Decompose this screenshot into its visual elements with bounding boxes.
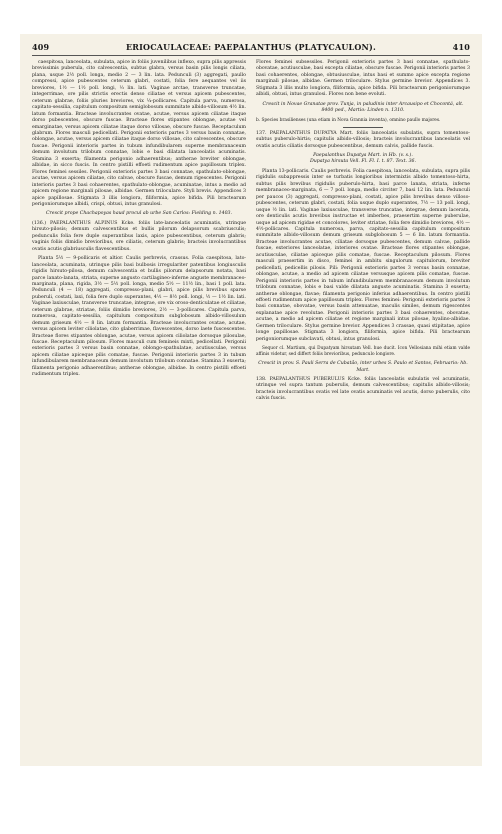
species-heading: (136.) PAEPALANTHUS ALPINUS Kcke. foliis late-lanceolatis acuminatis, utrinque hirsuto-pilosis; demum calvescentibus et bullis pilorum delapsorum scabriusculis; pedunculis folia fere duple superantibus laxis, apice pubescentibus, ceterum glabris; vaginis foliis dimidio brevioribus, ore ciliatis, ceterum glabris; bracteis involucrantibus ovatis acutis glabriusculis flavescentibus.: [32, 220, 246, 252]
section-note: b. Species brasilienses (una etiam in Nova Grannia inventa), omnino paullo majores.: [256, 117, 441, 123]
left-column: [32, 60, 246, 403]
text-columns: [32, 60, 470, 403]
left-page-number: 409: [32, 42, 50, 52]
right-column: [256, 60, 470, 403]
remark: Sequor cl. Martium, qui Dupatyam hirsutam Vell. hue ducit. Icon Vellosiana mihi etiam valde affinis videtur, sed differt foliis brevioribus, pedunculo longiore.: [256, 346, 470, 358]
paragraph: Flores feminei subsessiles. Perigonii exterioris partes 3 basi connatae, spathulato-obovatae, acutiusculae, basi excepta ciliatae, obscure fuscae. Perigonii interioris partes 3 basi cohaerentes, oblongae, obtusiusculae, intus basi et summo apice excepta regione marginali pilosae, albidae. Germen triloculare. Stylus germine brevior. Appendices 3. Stigmata 3 illis multo longiora, filiformia, apice bifida. Pili bractearum perigoniorumque albidi, obtusi, intus granulosi. Flores non bene evoluti.: [256, 60, 470, 98]
running-title: ERIOCAULACEAE: PAEPALANTHUS (PLATYCAULON).: [125, 42, 377, 52]
document-page: [20, 34, 482, 766]
right-page-number: 410: [452, 42, 470, 52]
paragraph: caespitosa, lanceolata, subulata, apice in foliis juvenilibus inflexo, supra pilis appressis brevissimis puberula, cito calvescentia, subtus glabra, versus basin pilis longis ciliata, plana, usque 2½ poll. longa, medio 2 — 3 lin. lata. Pedunculi (3) aggregati, paullo compressi, apice pubescentes ceterum glabri, costati, folia fere aequantes vel iis breviores, 1½ — 1½ poll. longi, ⅓ lin. lati. Vaginae arctae, transverse truncatae, integerrimae, ore pilis strictis erectis denso ciliatae et versus apicem pubescentes, ceterum glabrae, foliis pluries breviores, vix ¼-pollicares. Capitula parva, numerosa, capitato-sessilia, capitulum compositum semiglobosum summitate albido-villosum 4½ lin. latum formantia. Bracteae involucrantes ovatae, acutae, versus apicem ciliatae itaque dorso pubescentes, obscure fuscae. Bracteae flores stipantes oblongae, acutae vel emarginatae, versus apicem ciliatae itaque dorso villosae, obscure fuscae. Receptaculum glabrum. Flores masculi pedicellati. Perigonii exterioris partes 3 versus basin connatae, oblongae, acutae, versus apicem ciliatae itaque dorso villosae, cito calvescentes, obscure fuscae. Perigonii interioris partes in tubum infundibularem superne membranaceum demum involutum trilobum connatae, lobis e basi dilatata lanceolatis acuminatis. Stamina 3 exserta; filamenta perigonio adhaerentibus; antherae breviter oblongae, albidae, in sicco fuscis. In centro pistilli effoeti rudimentum apice papillosum triplex. Flores feminei sessiles. Perigonii exterioris partes 3 basi connatae, spathulato-oblongae, acutae, versus apicem ciliatae, cito calvae, obscure fuscae, demum rigescentes. Perigonii interioris partes 3 basi cohaerentes, spathulato-oblongae, acuminatae, intus a medio ad apicem regione marginali pilosae, albidae. Germen triloculare. Styli brevis. Appendices 3 apice papillosae. Stigmata 3 illis longiora, filiformia, apice bifida. Pili bractearum perigoniorumque albidi, crispi, obtusi, intus granulosi.: [32, 60, 246, 207]
paragraph: Planta 13-pollicaris. Caulis perbrevis. Folia caespitosa, lanceolata, subulata, supra pilis rigidulis subappressis inter se turbatis longioribus intermixtis albido tomentoso-hirta, subtus pilis brevibus rigidulis puberulo-hirta, basi parce lanata, striata, inferne membranaceo-marginata, 6 — 7 poll. longa, medio circiter 7, basi 12 lin. lata. Pedunculi per paucos (3) aggregati, compresso-plani, costati, apice pilis brevibus denso villoso-pubescentes, ceterum glabri, costati, folia usque duplo superantes, 7½ — 13 poll. longi, usque ½ lin. lati. Vaginae laxiusculae, transverse truncatae, integrae, demum lacerata, ore denticulis acutis brevibus instructae et imberbes, praesertim superne puberulae, usque ad apicem rigidae et concolores, leviter striatae, folia fere dimidio breviores, 4½ — 4½-pollicares. Capitula numerosa, parva, capitato-sessilia capitulum compositum summitate albido-villosum demum griseum subglobosum 5 — 6 lin. latum formantia. Bracteae involucrantes acutae, ciliatae dorsoque pubescentes, demum calvae, pallide fuscae, exteriores lanceolatae, interiores ovatae. Bracteae flores stipantes oblongae, acutiusculae, ciliatae apiceque pilis comatae, fuscae. Receptaculum pilosum. Flores masculi praesertim in disco, feminei in ambitu singulorum capitulorum, breviter pedicellati, pedicellis pilosis. Pili: Perigonii exterioris partes 3 versus basin connatae, oblongae, acutae, a medio ad apicem ciliatae versusque apicem pilis comatae, fuscae. Perigonii interioris partes in tubum infundibularem membranaceum demum involutum trilobum connatae, lobis e basi valde dilatata anguste acuminatis. Stamina 3 exserta; antherae oblongae, flavae; filamenta perigonio inferius adhaerentibus. In centro pistilli effoeti rudimentum apice papillosum triplex. Flores feminei: Perigonii exterioris partes 3 basi connatae, obovatae, versus basin attenuatae, maculis similes, demum rigescentes explanatae apice revolutae. Perigonii interioris partes 3 basi cohaerentes, obovatae, acutae, a medio ad apicem ciliatae et regione marginali intus pilosae, hyalino-albidae. Germen triloculare. Stylus germine brevior. Appendices 3 crassae, quasi stipitatae, apice longe papillosae. Stigmata 3 longiora, filiformia, apice bifida. Pili bractearum perigoniorumque subclavati, obtusi, intus granulosi.: [256, 168, 470, 342]
species-heading: 138. PAEPALANTHUS PUBERULUS Kcke. foliis lanceolatis subulatis vel acuminatis, utrinque vel supra tantum puberulis, demum calvescentibus; capitulis albido-villosis; bracteis involucrantibus ovatis vel late ovatis acuminatis vel acutis, dorso puberulis, cito calvis fuscis.: [256, 377, 470, 402]
synonym: Paepalanthus Dupatya Mart. in Hb. (v. s.).: [313, 152, 413, 158]
locality-note: Crescit in prov. S. Pauli Serra de Cubatão, inter urbes S. Paulo et Santos, Februario: hb. Mart.: [258, 361, 468, 373]
species-heading: 137. PAEPALANTHUS DUPATYA Mart. foliis lanceolatis subulatis, supra tomentoso-subtus puberulo-hirtis; capitulis albido-villosis; bracteis involucrantibus lanceolatis vel ovatis acutis ciliatis dorsoque pubescentibus, demum calvis, pallide fuscis.: [256, 130, 470, 149]
paragraph: Planta 5½ — 9-pollicaris et altior. Caulis perbrevis, crassus. Folia caespitosa, lato-lanceolata, acuminata, utrinque pilis basi bulbosis irregulariter patentibus longiusculis rigidis hirsuto-pilosa, demum calvescentia et bullis pilorum delapsorum notata, basi parce lanato-lanata, striata, superne angusto cartilagineo-inferne anguste membranaceo-marginata, plana, rigida, 3½ — 5½ poll. longa, medio 5½ — 11½ lin., basi 1 poll. lata. Pedunculi (4 — 18) aggregati, compresso-plani, glabri, apice pilis brevibus sparse puberuli, costati, laxi, folia fere duplo superantes, 4½ — 8½ poll. longi, ½ — 1½ lin. lati. Vaginae laxiusculae, transverse truncatae, integrae, ore vix oroso-denticulatae et ciliatae, ceterum glabrae, striatae, foliis dimidio breviores, 2½ — 3-pollicares. Capitula parva, numerosa, capitato-sessilia, capitulum compositum subglobosum albido-villosulum demum griseum 4½ — 8 lin. latum formantia. Bracteae involucrantes ovatae, acutae, versus apicem leviter ciliolatae, cito glaberrimae, flavescentes, dorso laete fuscescentes. Bracteae flores stipantes oblongae, acutae, versus apicem ciliolatae dorsoque pilosulae, fuscae. Receptaculum pilosum. Flores masculi cum femineis mixti, pedicellati. Perigonii exterioris partes 3 versus basin connatae, oblongo-spathulatae, acutiusculae, versus apicem ciliatae apiceque pilis comatae, fuscae. Perigonii interioris partes 3 in tubum infundibularem membranaceum demum involutum trilobum connatae. Stamina 3 exserta; filamenta perigonio adhaerentibus; antherae oblongae, albidae. In centro pistilli effoeti rudimentum triplex.: [32, 256, 246, 378]
locality-note: Crescit prope Chachapoyas haud procul ab urbe San Carlos: Fielding n. 1403.: [45, 211, 233, 217]
locality-note: Crescit in Novae Granatae prov. Tunja, in paludinis inter Arcausipo et Chocontá, alt. 8400 ped., Martio: Linden n. 1310.: [262, 101, 464, 114]
synonym: Dupatya hirsuta Vell. Fl. Fl. I. t. 87. Text. 36.: [309, 159, 417, 165]
page-header: [32, 42, 470, 56]
divider: [343, 127, 383, 128]
